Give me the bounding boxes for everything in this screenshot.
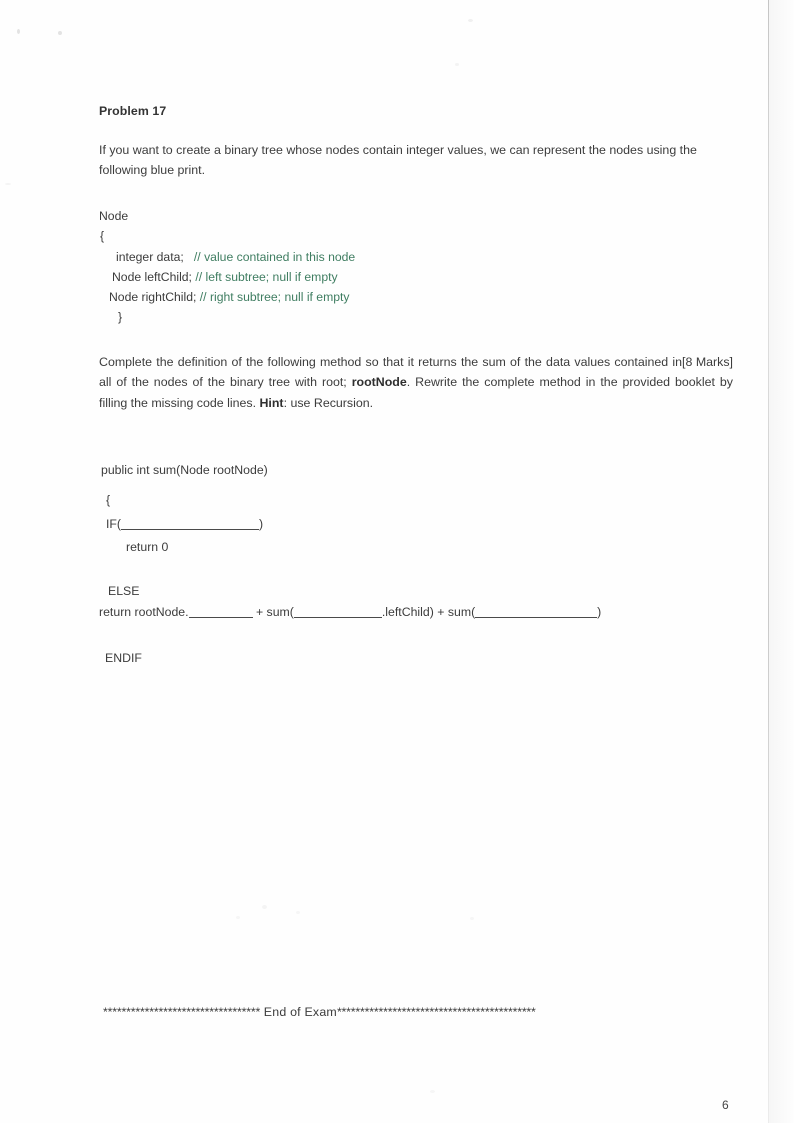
code-text: } [118, 310, 123, 325]
else-keyword: ELSE [108, 583, 140, 598]
end-of-exam-footer [103, 1005, 743, 1019]
scan-edge-gradient [769, 0, 794, 1123]
code-text: Node rightChild; [109, 290, 200, 305]
code-text: Node leftChild; [112, 269, 196, 284]
code-comment: // left subtree; null if empty [195, 269, 338, 284]
code-text: { [100, 229, 105, 244]
fill-blank-left-arg[interactable] [294, 606, 382, 618]
intro-paragraph: If you want to create a binary tree whose nodes contain integer values, we can represent the nodes using the following blue print. [99, 143, 697, 178]
scan-speck [455, 63, 459, 66]
code-line [99, 307, 734, 327]
return-close-paren: ) [597, 604, 602, 619]
scan-speck [236, 916, 240, 919]
fill-blank-right-arg[interactable] [475, 606, 597, 618]
if-statement-line [99, 515, 734, 534]
fill-blank-data-field[interactable] [189, 606, 253, 618]
task-text-part2: . Rewrite the complete method in the provided booklet by filling the missing code lines. [99, 375, 733, 410]
endif-keyword: ENDIF [105, 650, 142, 665]
task-bold-hint: Hint [259, 395, 284, 410]
code-line [99, 267, 734, 287]
code-text: Node [99, 209, 129, 224]
code-line [99, 247, 734, 267]
return-sum-line [99, 603, 734, 622]
method-signature: public int sum(Node rootNode) [101, 463, 268, 478]
if-close-paren: ) [259, 516, 264, 531]
scan-speck [58, 31, 62, 35]
task-paragraph [99, 352, 733, 414]
footer-stars-left: ********************************** [103, 1005, 261, 1019]
code-text: integer data; [116, 249, 194, 264]
scan-speck [296, 911, 300, 914]
task-text-part1: Complete the definition of the following method so that it returns the sum of the data values contained in all of the nodes of the binary tree with root; [99, 354, 683, 390]
if-keyword: IF( [106, 516, 122, 531]
code-comment: // right subtree; null if empty [199, 290, 350, 305]
code-comment: // value contained in this node [193, 249, 356, 264]
scan-speck [17, 29, 20, 34]
marks-label: [8 Marks] [682, 354, 733, 369]
document-body [99, 104, 734, 668]
page-title: Problem 17 [99, 104, 167, 118]
return-leftchild: .leftChild) + sum( [381, 604, 476, 619]
code-line [99, 226, 734, 246]
scan-speck [430, 1090, 435, 1093]
scan-speck [470, 917, 474, 920]
page-number: 6 [722, 1098, 729, 1112]
node-blueprint-code [99, 206, 734, 328]
scan-speck [262, 905, 267, 909]
code-line [99, 287, 734, 307]
return-plus-sum: + sum( [252, 604, 294, 619]
return-zero-line: return 0 [126, 539, 169, 554]
code-line [99, 206, 734, 226]
scan-edge-line [768, 0, 769, 1123]
scan-speck [5, 183, 11, 185]
task-text-part3: : use Recursion. [283, 395, 374, 410]
scan-speck [468, 19, 473, 22]
method-open-brace: { [106, 492, 111, 507]
return-prefix: return rootNode. [99, 604, 189, 619]
fill-blank-if-condition[interactable] [121, 518, 259, 530]
task-bold-rootnode: rootNode [351, 375, 407, 390]
footer-end-of-exam-label: End of Exam [260, 1005, 337, 1019]
footer-stars-right: ******************************************* [336, 1005, 536, 1019]
answer-skeleton [99, 461, 734, 667]
